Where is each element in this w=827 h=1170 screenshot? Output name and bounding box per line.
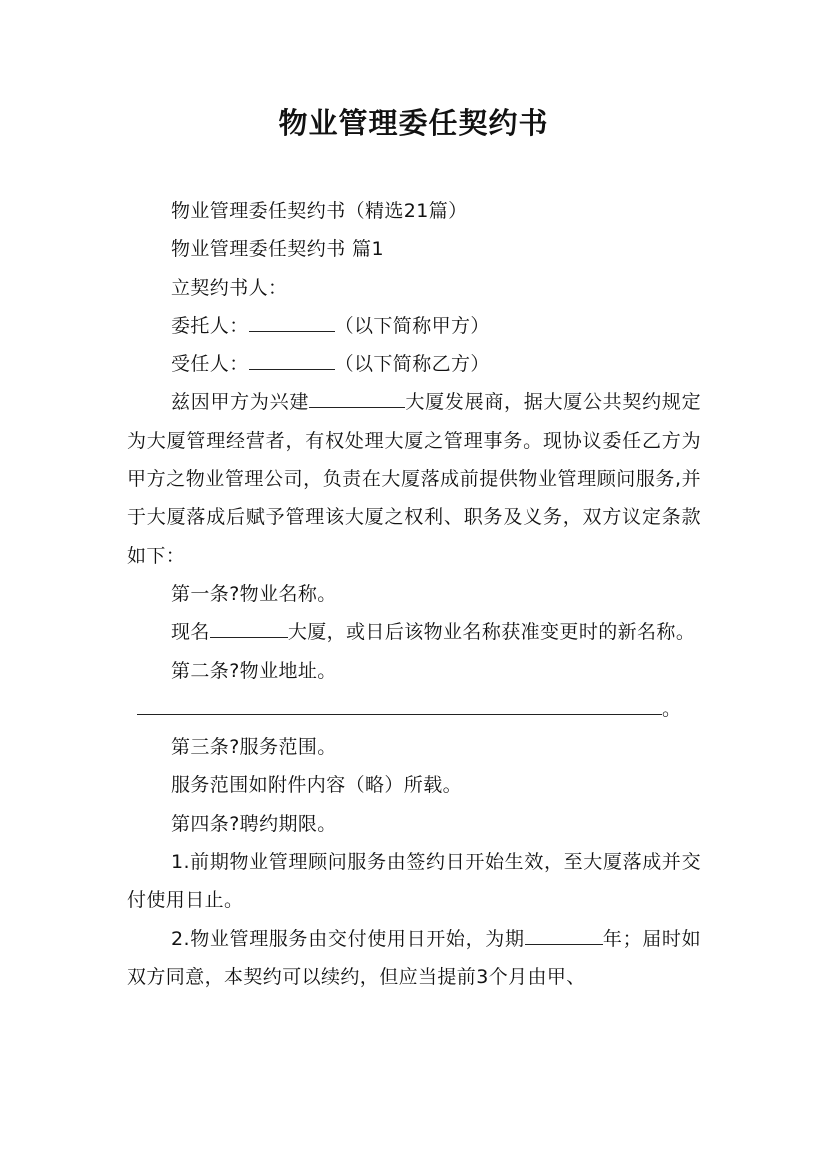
party-b-suffix: （以下简称乙方） [334,353,490,376]
article1-start: 现名 [171,621,210,644]
article2-address-line [127,690,701,728]
article4-item2-rest: 年；届时如双方同意，本契约可以续约，但应当提前3个月由甲、 [127,927,701,988]
document-title: 物业管理委任契约书 [278,106,549,140]
preamble-start: 兹因甲方为兴建 [171,391,310,414]
subtitle: 物业管理委任契约书（精选21篇） [171,200,468,222]
article4-item2 [127,920,701,997]
article2-heading: 第二条?物业地址。 [171,659,337,682]
party-a-line [127,307,701,345]
article1-paragraph [127,613,701,651]
address-blank [137,698,662,715]
article3-heading: 第三条?服务范围。 [171,736,337,759]
party-a-suffix: （以下简称甲方） [334,314,490,337]
party-a-label: 委托人： [171,314,249,337]
article1-heading: 第一条?物业名称。 [171,582,337,605]
building-name-blank [210,621,288,638]
article4-heading: 第四条?聘约期限。 [171,812,337,835]
term-years-blank [525,928,603,945]
document-body [127,192,701,996]
article1-rest: 大厦，或日后该物业名称获准变更时的新名称。 [287,621,696,644]
party-b-blank [249,353,335,370]
preamble-rest: 大厦发展商，据大厦公共契约规定为大厦管理经营者，有权处理大厦之管理事务。现协议委任乙方为甲方之物业管理公司，负责在大厦落成前提供物业管理顾问服务,并于大厦落成后赋予管理该大厦之权利、职务及义务，双方议定条款如下： [127,391,701,567]
section-heading: 物业管理委任契约书 篇1 [171,238,384,261]
developer-blank [309,391,405,408]
article4-item2-start: 2.物业管理服务由交付使用日开始，为期 [171,927,525,950]
parties-intro: 立契约书人： [171,276,288,299]
article4-item1: 1.前期物业管理顾问服务由签约日开始生效，至大厦落成并交付使用日止。 [127,851,701,912]
party-a-blank [249,315,335,332]
preamble-paragraph [127,383,701,574]
article2-end: 。 [662,697,682,720]
party-b-label: 受任人： [171,353,249,376]
party-b-line [127,345,701,383]
article3-paragraph: 服务范围如附件内容（略）所载。 [171,774,463,797]
